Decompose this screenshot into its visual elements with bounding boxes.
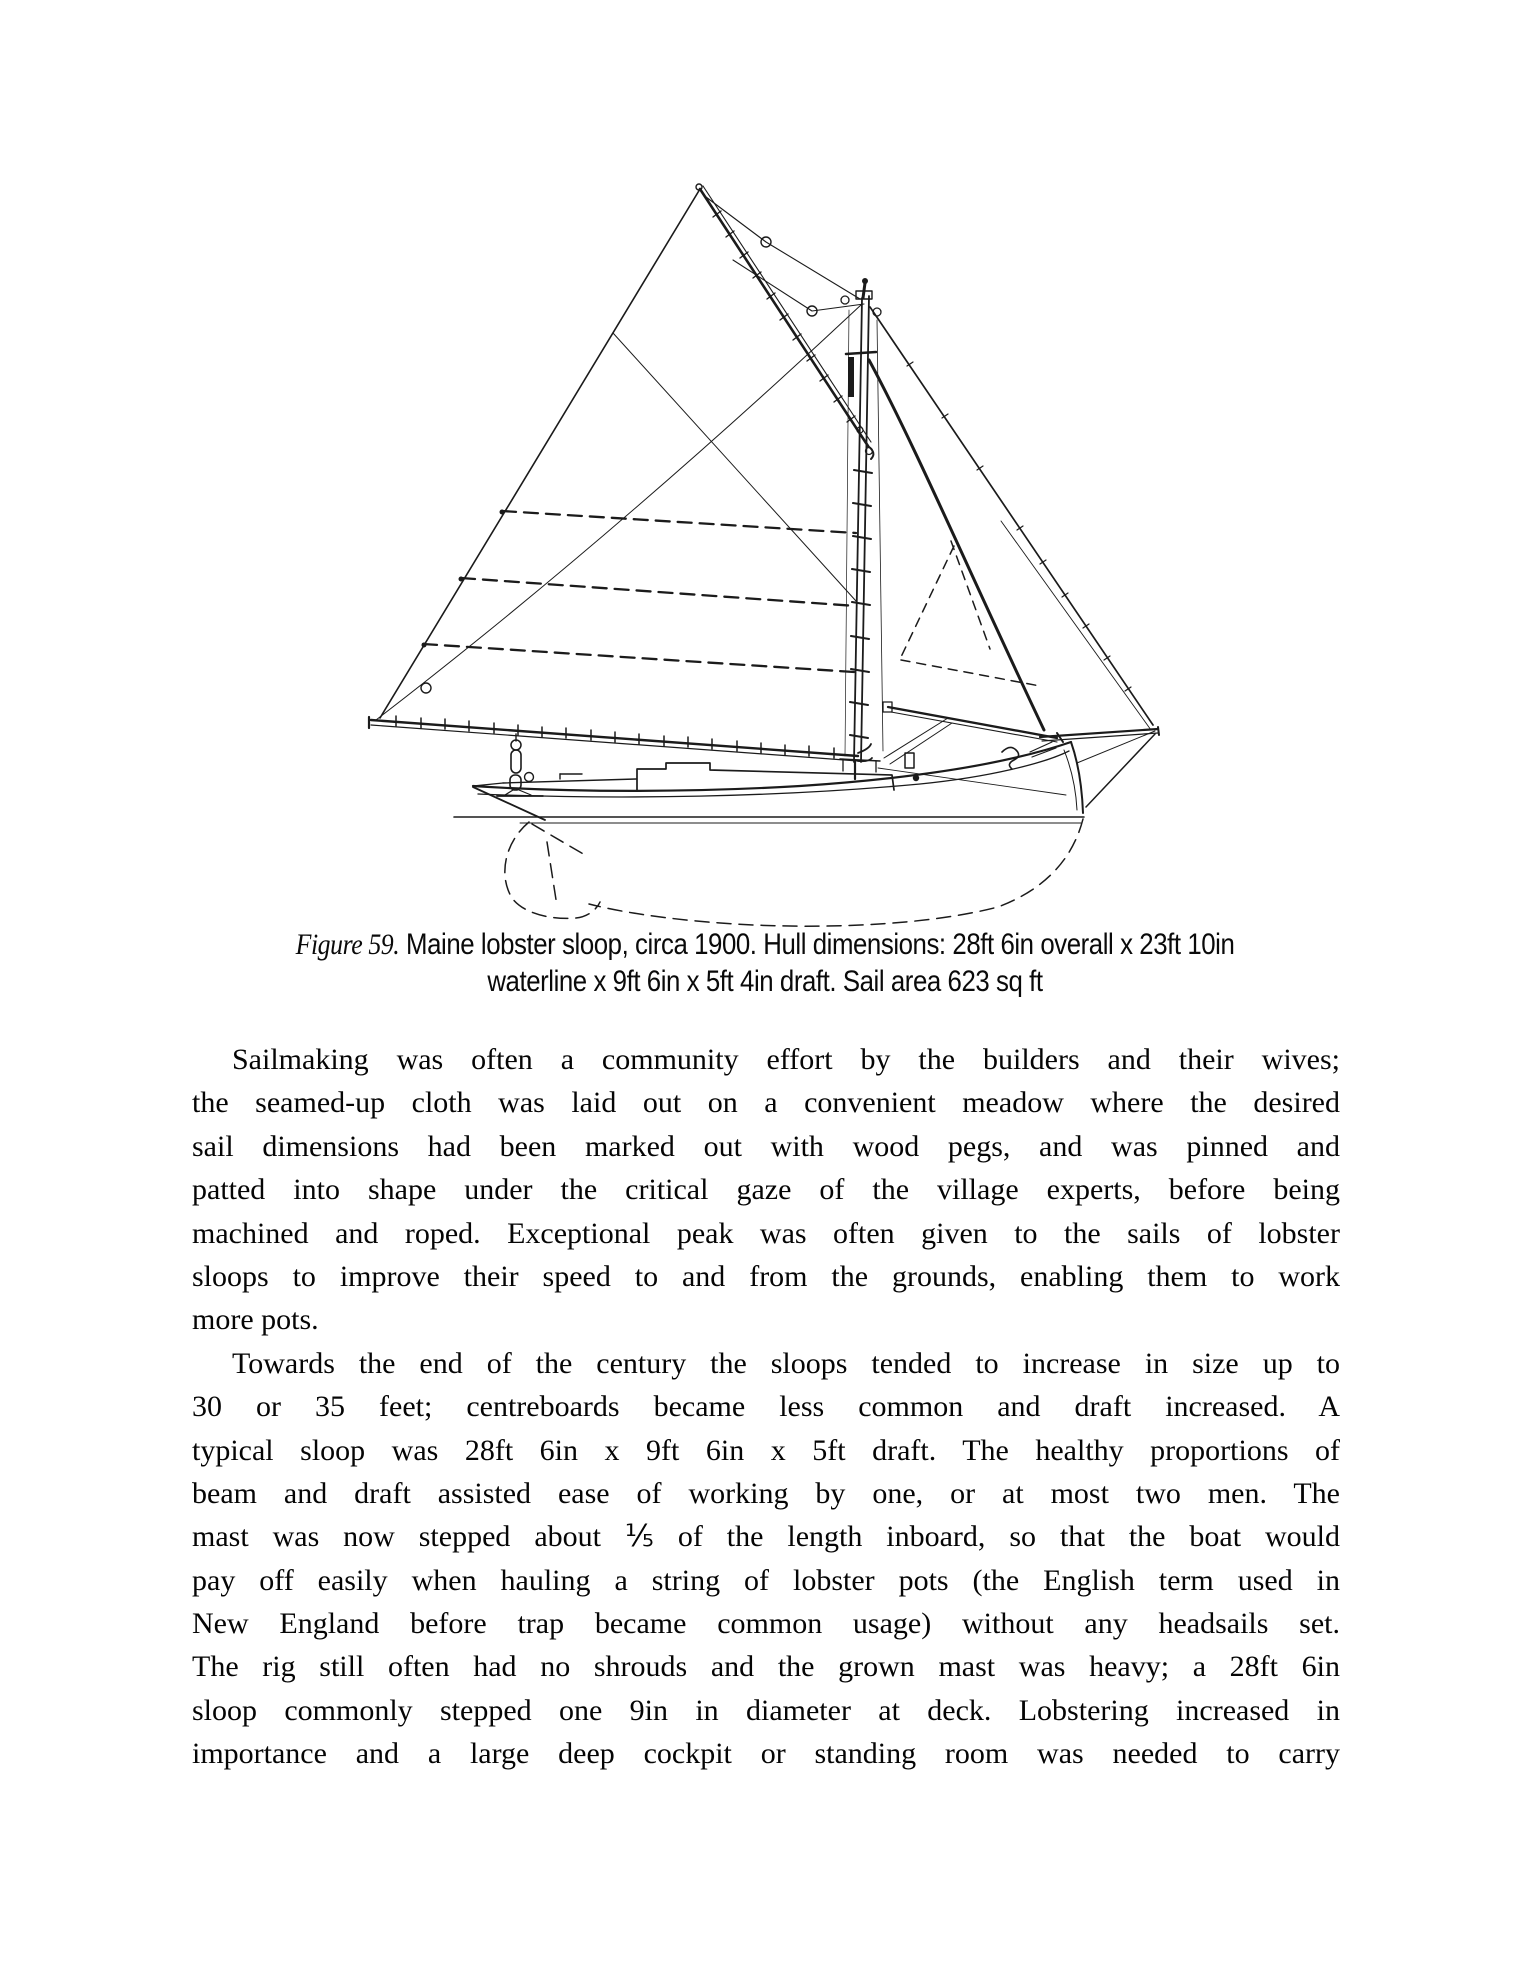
text-line: The rig still often had no shrouds and the grown mast was heavy; a 28ft 6in bbox=[192, 1650, 1340, 1684]
text-line: pay off easily when hauling a string of lobster pots (the English term used in bbox=[192, 1563, 1340, 1597]
text-line: Towards the end of the century the sloops tended to increase in size up to bbox=[232, 1346, 1340, 1380]
headsails bbox=[869, 307, 1153, 764]
text-line: the seamed-up cloth was laid out on a convenient meadow where the desired bbox=[192, 1086, 1340, 1120]
mainsheet-tackle bbox=[497, 734, 543, 796]
text-line: 30 or 35 feet; centreboards became less common and draft increased. A bbox=[192, 1390, 1340, 1424]
bowsprit bbox=[1040, 727, 1159, 807]
cockpit-coaming bbox=[503, 779, 636, 783]
text-line: mast was now stepped about ⅕ of the length inboard, so that the boat would bbox=[192, 1520, 1340, 1554]
text-line: sail dimensions had been marked out with wood pegs, and was pinned and bbox=[192, 1129, 1340, 1163]
figure-caption-line1-text: Maine lobster sloop, circa 1900. Hull dimensions: 28ft 6in overall x 23ft 10in bbox=[406, 928, 1235, 961]
jib-sheet bbox=[884, 718, 948, 758]
text-line: typical sloop was 28ft 6in x 9ft 6in x 5ft draft. The healthy proportions of bbox=[192, 1433, 1340, 1467]
mainsail bbox=[376, 189, 862, 720]
waterline bbox=[454, 817, 1084, 823]
text-line: beam and draft assisted ease of working by one, or at most two men. The bbox=[192, 1476, 1340, 1510]
samson-post bbox=[905, 753, 914, 768]
topping-lift bbox=[376, 304, 862, 720]
text-line: patted into shape under the critical gaze of the village experts, before being bbox=[192, 1173, 1340, 1207]
figure-caption bbox=[107, 926, 1423, 1000]
text-line: Sailmaking was often a community effort by the builders and their wives; bbox=[232, 1043, 1340, 1076]
jib-club bbox=[883, 702, 1063, 742]
paragraph-sailmaking bbox=[192, 1038, 1340, 1342]
reefed-jib-outline bbox=[901, 541, 1040, 686]
boom-lacing bbox=[396, 716, 834, 758]
reef-bands bbox=[423, 511, 856, 672]
mast-hoops bbox=[850, 470, 872, 738]
figure-caption-line2: waterline x 9ft 6in x 5ft 4in draft. Sail area 623 sq ft bbox=[487, 965, 1043, 998]
paragraph-towards-end-of-century bbox=[192, 1342, 1340, 1776]
figure-caption-line1 bbox=[107, 926, 1423, 963]
topping-lift-block bbox=[421, 683, 431, 693]
mainsail-leech bbox=[380, 189, 700, 718]
hawse-dot bbox=[913, 775, 919, 781]
hull bbox=[473, 742, 1083, 820]
text-line: machined and roped. Exceptional peak was often given to the sails of lobster bbox=[192, 1216, 1340, 1250]
body-text bbox=[192, 1038, 1340, 1776]
peak-halyards bbox=[706, 197, 881, 316]
figure-label: Figure 59. bbox=[295, 928, 400, 961]
text-line: sloop commonly stepped one 9in in diameter at deck. Lobstering increased in bbox=[192, 1693, 1340, 1727]
text-line: more pots. bbox=[192, 1303, 319, 1337]
text-line: New England before trap became common usage) without any headsails set. bbox=[192, 1607, 1340, 1641]
mast bbox=[845, 278, 883, 779]
gaff bbox=[696, 184, 873, 459]
underwater-profile bbox=[505, 819, 1083, 926]
boom bbox=[369, 716, 872, 761]
keel-profile bbox=[589, 819, 1083, 926]
text-line: sloops to improve their speed to and from the grounds, enabling them to work bbox=[192, 1259, 1340, 1293]
text-line: importance and a large deep cockpit or standing room was needed to carry bbox=[192, 1737, 1340, 1771]
